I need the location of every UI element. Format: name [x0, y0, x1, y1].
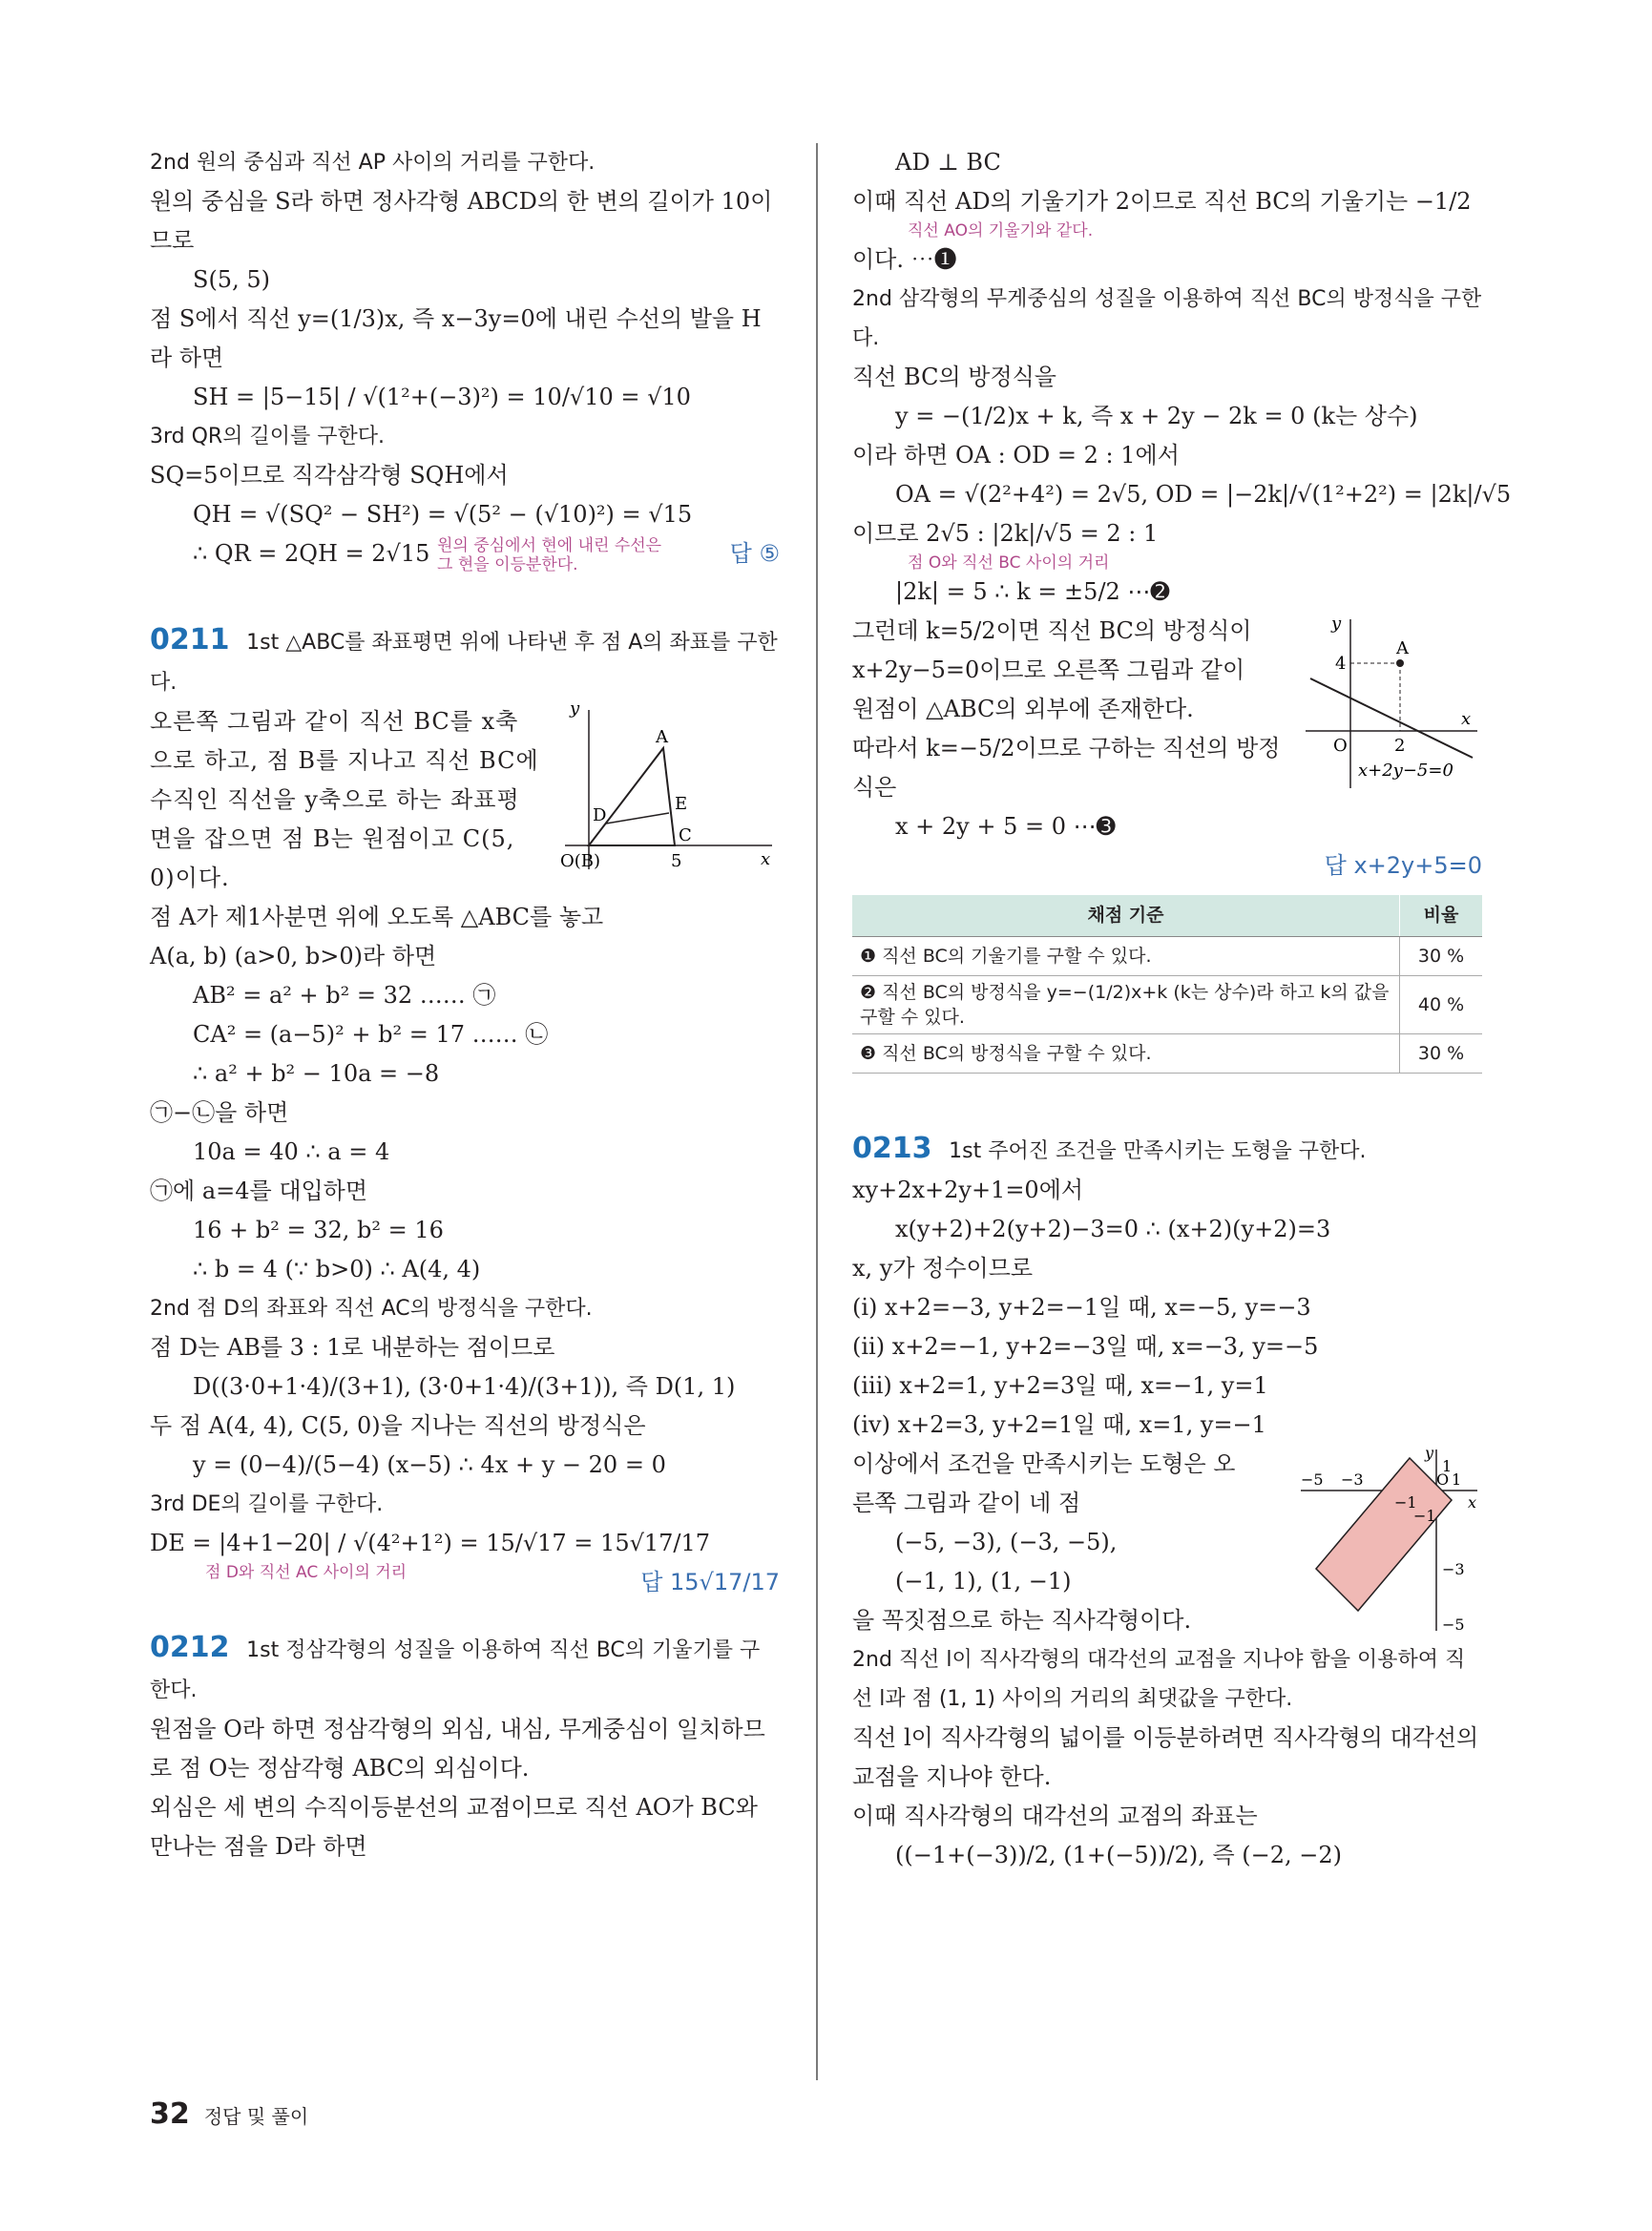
fig-a: A [656, 726, 668, 747]
fig-minus5: −5 [1301, 1470, 1324, 1489]
step-line: |2k| = 5 ∴ k = ±5/2 ⋯➋ [895, 578, 1170, 605]
answer-label: 답 ⑤ [729, 540, 780, 567]
criteria-cell: ❸ 직선 BC의 방정식을 구할 수 있다. [852, 1034, 1400, 1074]
step-line [150, 534, 780, 574]
step-line: (ii) x+2=−1, y+2=−3일 때, x=−3, y=−5 [852, 1333, 1319, 1360]
fig-two: 2 [1394, 736, 1406, 756]
problem-number: 0213 [852, 1132, 932, 1165]
step-line: CA² = (a−5)² + b² = 17 …… ㉡ [193, 1020, 549, 1048]
step-line: ∴ a² + b² − 10a = −8 [193, 1059, 440, 1087]
step-line: 외심은 세 변의 수직이등분선의 교점이므로 직선 AO가 BC와 만나는 점을 D라 하면 [150, 1793, 758, 1860]
fig-five: 5 [671, 850, 682, 871]
step-line: 10a = 40 ∴ a = 4 [193, 1137, 390, 1165]
fig-minus3: −3 [1341, 1470, 1364, 1489]
step-line: 따라서 k=−5/2이므로 구하는 직선의 방정 [852, 735, 1281, 761]
step-line: 이라 하면 OA : OD = 2 : 1에서 [852, 442, 1180, 469]
step-line: 3rd QR의 길이를 구한다. [150, 425, 385, 448]
step-line: 직선 BC의 방정식을 [852, 364, 1056, 390]
step-line: x + 2y + 5 = 0 ⋯➌ [895, 813, 1116, 840]
table-header-criteria: 채점 기준 [852, 895, 1400, 937]
table-header-ratio: 비율 [1400, 895, 1483, 937]
fig-y: y [1425, 1445, 1434, 1462]
step-line: OA = √(2²+4²) = 2√5, OD = |−2k|/√(1²+2²) = |2k|/√5 [895, 481, 1512, 508]
step-line: 2nd 원의 중심과 직선 AP 사이의 거리를 구한다. [150, 151, 596, 175]
page-footer [150, 2097, 308, 2131]
answer-label: 답 x+2y+5=0 [1324, 852, 1482, 879]
step-line: y = −(1/2)x + k, 즉 x + 2y − 2k = 0 (k는 상수) [895, 403, 1418, 429]
step-line: 2nd 점 D의 좌표와 직선 AC의 방정식을 구한다. [150, 1296, 593, 1321]
step-line: QH = √(SQ² − SH²) = √(5² − (√10)²) = √15 [193, 501, 693, 528]
problem-number: 0211 [150, 622, 230, 657]
fig-equation: x+2y−5=0 [1358, 761, 1453, 781]
step-line: A(a, b) (a>0, b>0)라 하면 [150, 942, 437, 970]
step-line: ㉠에 a=4를 대입하면 [150, 1177, 368, 1204]
problem-step: 1st 정삼각형의 성질을 이용하여 직선 BC의 기울기를 구한다. [150, 1637, 761, 1702]
step-line: D((3·0+1·4)/(3+1), (3·0+1·4)/(3+1)), 즉 D(1, 1) [193, 1372, 736, 1400]
problem-0212-header [150, 1628, 780, 1710]
fig-minus5-y: −5 [1442, 1616, 1465, 1634]
fig-one: 1 [1452, 1470, 1462, 1489]
ratio-cell: 30 % [1400, 937, 1483, 976]
triangle-figure [551, 702, 780, 874]
step-line: S(5, 5) [193, 266, 270, 293]
step-line: 점 D는 AB를 3 : 1로 내분하는 점이므로 [150, 1333, 555, 1361]
line-bc-figure [1301, 612, 1482, 793]
step-line: 식은 [852, 774, 897, 801]
step-line: xy+2x+2y+1=0에서 [852, 1177, 1084, 1203]
step-line: x, y가 정수이므로 [852, 1255, 1034, 1282]
fig-minus1-a: −1 [1394, 1493, 1417, 1512]
right-column [852, 143, 1512, 1875]
table-row [852, 937, 1482, 976]
step-line: SH = |5−15| / √(1²+(−3)²) = 10/√10 = √10 [193, 384, 691, 410]
grading-table [852, 895, 1482, 1074]
step-line: 2nd 삼각형의 무게중심의 성질을 이용하여 직선 BC의 방정식을 구한다. [852, 287, 1482, 350]
step-line: (iii) x+2=1, y+2=3일 때, x=−1, y=1 [852, 1372, 1268, 1399]
ratio-cell: 40 % [1400, 976, 1483, 1034]
step-line: ㉠−㉡을 하면 [150, 1098, 289, 1126]
rectangle-figure [1291, 1445, 1482, 1636]
step-line: SQ=5이므로 직각삼각형 SQH에서 [150, 462, 509, 489]
step-line: 이때 직선 AD의 기울기가 2이므로 직선 BC의 기울기는 −1/2 [852, 188, 1472, 215]
table-row [852, 976, 1482, 1034]
answer-label: 답 15√17/17 [640, 1568, 780, 1595]
step-line: 오른쪽 그림과 같이 직선 BC를 x축으로 하고, 점 B를 지나고 직선 BC에 수직인 직선을 y축으로 하는 좌표평면을 잡으면 점 B는 원점이고 C(5, 0)이다. [150, 707, 539, 891]
step-line: (iv) x+2=3, y+2=1일 때, x=1, y=−1 [852, 1411, 1266, 1438]
fig-origin: O [1333, 736, 1348, 756]
fig-d: D [593, 804, 607, 825]
chord-note: 원의 중심에서 현에 내린 수선은 그 현을 이등분한다. [437, 535, 662, 574]
step-line: x+2y−5=0이므로 오른쪽 그림과 같이 [852, 657, 1245, 683]
step-line: 직선 l이 직사각형의 넓이를 이등분하려면 직사각형의 대각선의 교점을 지나야 한다. [852, 1724, 1479, 1790]
step-line: 원점이 △ABC의 외부에 존재한다. [852, 696, 1194, 722]
step-line: 그런데 k=5/2이면 직선 BC의 방정식이 [852, 617, 1252, 644]
step-line: 2nd 직선 l이 직사각형의 대각선의 교점을 지나야 함을 이용하여 직선 l과 점 (1, 1) 사이의 거리의 최댓값을 구한다. [852, 1648, 1466, 1711]
column-divider [816, 143, 818, 2080]
problem-0211-header [150, 620, 780, 702]
problem-step: 1st 주어진 조건을 만족시키는 도형을 구한다. [949, 1139, 1367, 1163]
answer-row [852, 846, 1482, 886]
table-row [852, 1034, 1482, 1074]
fig-a: A [1396, 638, 1409, 658]
step-line: 두 점 A(4, 4), C(5, 0)을 지나는 직선의 방정식은 [150, 1411, 646, 1439]
step-line: y = (0−4)/(5−4) (x−5) ∴ 4x + y − 20 = 0 [193, 1450, 666, 1478]
problem-step: 1st △ABC를 좌표평면 위에 나타낸 후 점 A의 좌표를 구한다. [150, 630, 778, 695]
step-line: (i) x+2=−3, y+2=−1일 때, x=−5, y=−3 [852, 1294, 1311, 1321]
step-line: 이상에서 조건을 만족시키는 도형은 오 [852, 1450, 1236, 1477]
fig-x: x [1468, 1493, 1477, 1512]
footer-label: 정답 및 풀이 [203, 2105, 309, 2128]
fig-c: C [679, 824, 692, 845]
problem-0211-intro [150, 702, 780, 898]
step-line: 16 + b² = 32, b² = 16 [193, 1216, 444, 1243]
step-line: AD ⊥ BC [895, 149, 1001, 176]
distance-note: 점 O와 직선 BC 사이의 거리 [908, 553, 1110, 573]
step-line: 점 A가 제1사분면 위에 오도록 △ABC를 놓고 [150, 903, 604, 930]
step-line: 른쪽 그림과 같이 네 점 [852, 1490, 1081, 1516]
step-line: 이때 직사각형의 대각선의 교점의 좌표는 [852, 1803, 1258, 1829]
fig-four: 4 [1335, 654, 1347, 674]
criteria-cell: ❶ 직선 BC의 기울기를 구할 수 있다. [852, 937, 1400, 976]
criteria-cell: ❷ 직선 BC의 방정식을 y=−(1/2)x+k (k는 상수)라 하고 k의 값을 구할 수 있다. [852, 976, 1400, 1034]
step-line: 원점을 O라 하면 정삼각형의 외심, 내심, 무게중심이 일치하므로 점 O는 정삼각형 ABC의 외심이다. [150, 1715, 765, 1782]
step-line: 3rd DE의 길이를 구한다. [150, 1491, 384, 1516]
ratio-cell: 30 % [1400, 1034, 1483, 1074]
de-result: DE = |4+1−20| / √(4²+1²) = 15/√17 = 15√17/17 [150, 1529, 711, 1556]
step-line: 을 꼭짓점으로 하는 직사각형이다. [852, 1607, 1192, 1634]
step-line: ((−1+(−3))/2, (1+(−5))/2), 즉 (−2, −2) [895, 1842, 1343, 1868]
page-number: 32 [150, 2097, 190, 2131]
problem-number: 0212 [150, 1630, 230, 1664]
qr-result: ∴ QR = 2QH = 2√15 [193, 540, 430, 567]
step-line: 이므로 2√5 : |2k|/√5 = 2 : 1 [852, 520, 1159, 547]
step-line: 점 S에서 직선 y=(1/3)x, 즉 x−3y=0에 내린 수선의 발을 H라 하면 [150, 305, 762, 371]
step-line: ∴ b = 4 (∵ b>0) ∴ A(4, 4) [193, 1255, 481, 1282]
fig-origin: O(B) [560, 850, 601, 871]
bc-figure-block [852, 612, 1482, 807]
slope-note: 직선 AO의 기울기와 같다. [908, 221, 1094, 240]
fig-origin: O [1436, 1470, 1450, 1489]
left-column [150, 143, 780, 1866]
fig-minus3-y: −3 [1442, 1560, 1465, 1578]
step-line: x(y+2)+2(y+2)−3=0 ∴ (x+2)(y+2)=3 [895, 1216, 1331, 1242]
fig-e: E [675, 793, 688, 814]
problem-0213-header [852, 1129, 1482, 1171]
step-line: AB² = a² + b² = 32 …… ㉠ [193, 981, 496, 1009]
step-line: 이다. ⋯➊ [852, 246, 957, 273]
fig-one-y: 1 [1442, 1457, 1453, 1475]
distance-note: 점 D와 직선 AC 사이의 거리 [205, 1562, 408, 1582]
step-line: (−1, 1), (1, −1) [895, 1568, 1072, 1595]
step-line: 원의 중심을 S라 하면 정사각형 ABCD의 한 변의 길이가 10이므로 [150, 188, 773, 254]
fig-y: y [1331, 614, 1342, 634]
step-line: (−5, −3), (−3, −5), [895, 1529, 1118, 1555]
fig-minus1-b: −1 [1413, 1507, 1436, 1525]
fig-x: x [1461, 709, 1472, 729]
rect-figure-block [852, 1445, 1482, 1640]
fig-y: y [570, 701, 580, 719]
fig-x: x [761, 848, 771, 869]
